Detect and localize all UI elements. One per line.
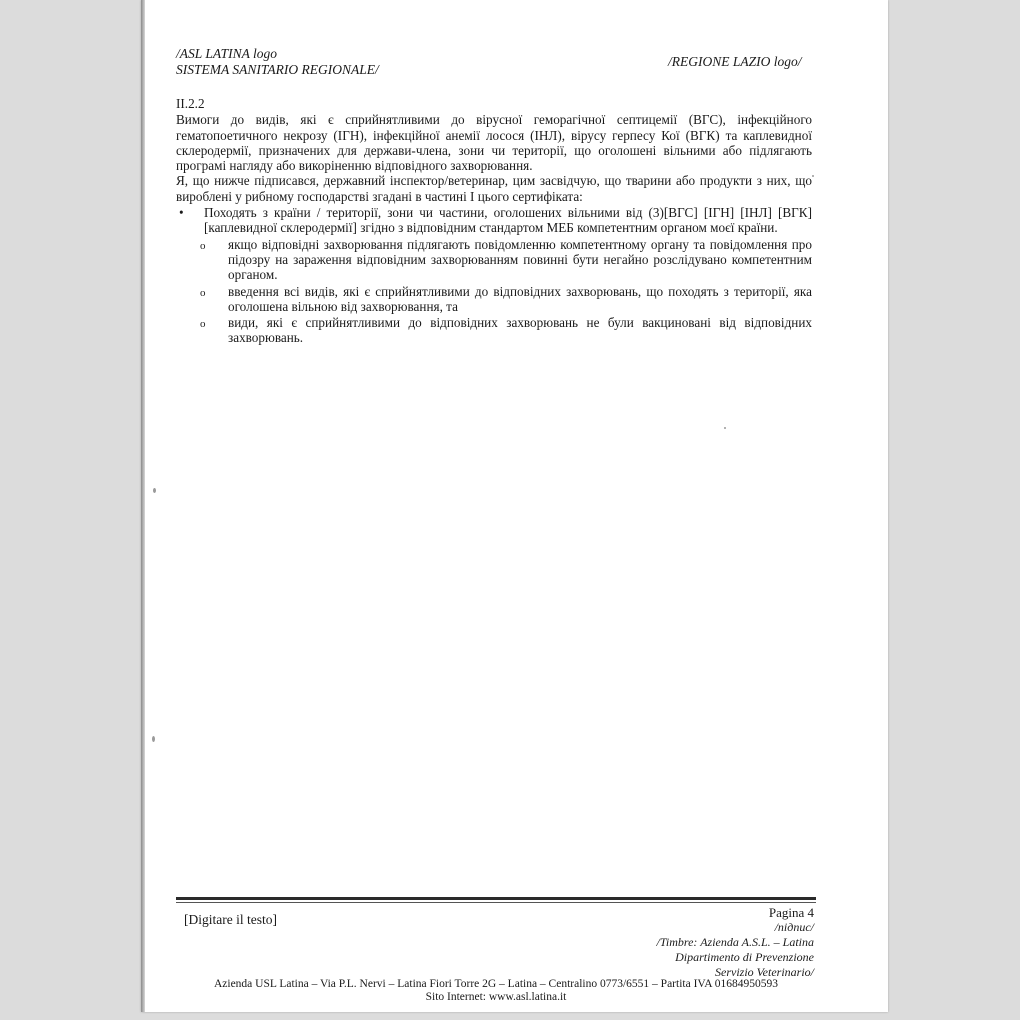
footer-divider [176, 897, 816, 900]
sub-item-text: введення всі видів, які є сприйнятливими до відповідних захворювань, що походять з території, яка оголошена вільною від захворювання, та [228, 283, 812, 314]
bullet-text: Походять з країни / території, зони чи частини, оголошених вільними від (3)[ВГС] [ІГН] [ІНЛ] [ВГК] [каплевидної склеродермії] згідно з відповідним стандартом МЕБ компетентним органом моєї країни. [204, 205, 812, 236]
sub-bullet-symbol: o [200, 239, 206, 252]
bullet-symbol: • [179, 205, 184, 221]
stamp-line: Servizio Veterinario/ [715, 965, 814, 979]
section-number: II.2.2 [176, 96, 205, 111]
sub-item-text: види, які є сприйнятливими до відповідних захворювань не були вакциновані від відповідних захворювань. [228, 315, 812, 346]
scan-speck [812, 175, 814, 177]
requirements-paragraph: Вимоги до видів, які є сприйнятливими до вірусної геморагічної септицемії (ВГС), інфекційного гематопоетичного некрозу (ІГН), інфекційної анемії лосося (ІНЛ), вірусу герпесу Кої (ВГК) та каплевидної склеродермії, призначених для держави-члена, зони чи території, що оголошені вільними або підлягають програмі нагляду або викоріненню відповідного захворювання. [176, 112, 812, 174]
asl-logo-caption: /ASL LATINA logo [176, 46, 278, 61]
footer-divider-thin [176, 902, 816, 903]
footer-placeholder: [Digitare il testo] [184, 912, 277, 927]
certificate-body [176, 96, 812, 346]
sub-item-text: якщо відповідні захворювання підлягають повідомленню компетентному органу та повідомлення про підозру на зараження відповідним захворюванням повинні бути негайно розслідувано компетентним органом. [228, 236, 812, 283]
signature-note: /підпис/ [774, 920, 814, 934]
scan-edge-shadow [141, 0, 145, 1012]
footer-address [176, 978, 816, 1004]
sub-bullet-symbol: o [200, 318, 206, 331]
sub-item [200, 315, 812, 346]
regional-system-caption: SISTEMA SANITARIO REGIONALE/ [176, 62, 379, 77]
scan-speck [152, 736, 155, 742]
attestation-paragraph: Я, що нижче підписався, державний інспектор/ветеринар, цим засвідчую, що тварини або продукти з них, що вироблені у рибному господарстві згадані в частині I цього сертифіката: [176, 173, 812, 204]
address-line: Azienda USL Latina – Via P.L. Nervi – Latina Fiori Torre 2G – Latina – Centralino 0773/6551 – Partita IVA 01684950593 [213, 978, 779, 990]
stamp-line: Dipartimento di Prevenzione [675, 950, 814, 964]
bullet-item [176, 205, 812, 236]
sub-bullet-symbol: o [200, 286, 206, 299]
scan-speck [153, 488, 156, 493]
sub-item [200, 284, 812, 315]
regione-lazio-logo-caption: /REGIONE LAZIO logo/ [668, 54, 802, 69]
sub-item [200, 237, 812, 283]
stamp-line: /Timbre: Azienda A.S.L. – Latina [656, 935, 814, 949]
header-left [176, 46, 379, 78]
scan-speck [724, 427, 726, 429]
page-number: Pagina 4 [768, 905, 814, 920]
website-line: Sito Internet: www.asl.latina.it [425, 991, 567, 1003]
footer-stamp-block [657, 905, 814, 980]
